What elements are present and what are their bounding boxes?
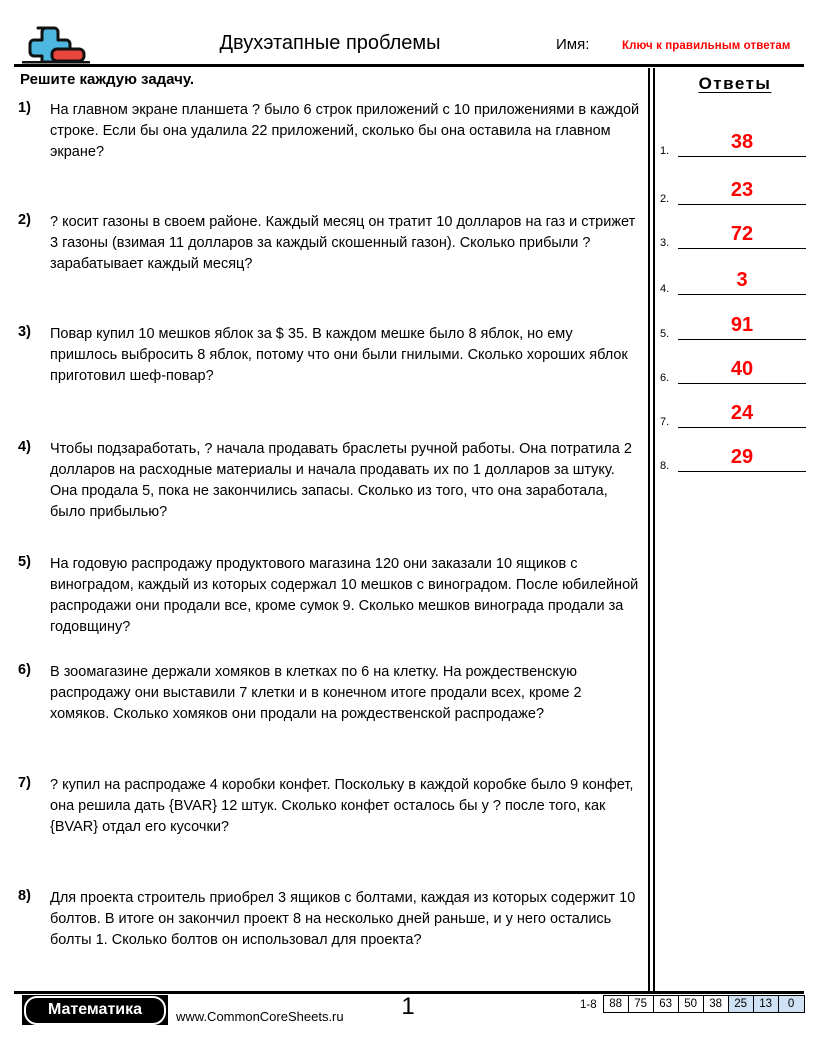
answer-value: 29 [730,446,754,468]
problem-text: Чтобы подзаработать, ? начала продавать браслеты ручной работы. Она потратила 2 долларов на расходные материалы и начала продавать их по 1 долларов за штуку. Она продала 5, пока не закончились запасы. Сколько из того, что она заработала, было прибылью? [50,441,632,520]
problem-item [18,775,643,888]
answer-key-badge: Ключ к правильным ответам [622,40,791,52]
answer-row [660,428,810,472]
site-url: www.CommonCoreSheets.ru [176,1009,344,1024]
score-cell: 25 [729,996,754,1012]
plus-minus-logo-icon [18,24,94,66]
divider-line-left [648,68,650,993]
score-cell: 50 [679,996,704,1012]
answer-row [660,113,810,157]
score-cell: 75 [629,996,654,1012]
problem-number: 5) [18,554,31,570]
answer-index: 8. [660,460,670,472]
answer-value: 91 [730,314,754,336]
answer-index: 4. [660,283,670,295]
page-footer [0,993,816,1041]
answer-index: 7. [660,416,670,428]
answer-index: 5. [660,328,670,340]
problem-number: 1) [18,100,31,116]
answer-value: 3 [736,269,748,291]
page-header [0,0,816,68]
answer-index: 6. [660,372,670,384]
answer-value: 38 [730,131,754,153]
answer-row [660,296,810,340]
header-divider [14,64,804,67]
score-cell: 63 [654,996,679,1012]
score-cells [603,995,805,1013]
score-range-label: 1-8 [580,999,597,1011]
problem-number: 2) [18,212,31,228]
answer-row [660,340,810,384]
answer-row [660,205,810,249]
answer-row [660,251,810,295]
problem-text: ? косит газоны в своем районе. Каждый месяц он тратит 10 долларов на газ и стрижет 3 газоны (взимая 11 долларов за каждый скошенный газон). Сколько прибыли ? зарабатывает каждый месяц? [50,214,636,272]
page-title: Двухэтапные проблемы [219,32,441,54]
answers-heading: Ответы [698,74,772,93]
answer-index: 2. [660,193,670,205]
answer-line[interactable] [678,248,806,250]
problem-text: На главном экране планшета ? было 6 строк приложений с 10 приложениями в каждой строке. Если бы она удалила 22 приложений, сколько бы она оставила на главном экране? [50,102,640,160]
instruction-text: Решите каждую задачу. [20,71,195,88]
score-cell: 13 [754,996,779,1012]
problem-text: В зоомагазине держали хомяков в клетках по 6 на клетку. На рождественскую распродажу они выставили 7 клетки и в конечном итоге продали всех, кроме 2 хомяков. Сколько хомяков они продали на рождественской распродаже? [50,664,582,722]
score-cell: 88 [604,996,629,1012]
answer-value: 72 [730,223,754,245]
answer-value: 23 [730,179,754,201]
answer-line[interactable] [678,471,806,473]
problem-number: 7) [18,775,31,791]
problem-text: ? купил на распродаже 4 коробки конфет. Поскольку в каждой коробке было 9 конфет, она решила дать {BVAR} 12 штук. Сколько конфет осталось бы у ? после того, как {BVAR} отдал его кусочки? [50,777,634,835]
answer-index: 1. [660,145,670,157]
problem-item [18,100,643,212]
problem-item [18,439,643,554]
name-label: Имя: [556,36,590,53]
problem-item [18,662,643,775]
problem-number: 3) [18,324,31,340]
problem-item [18,888,643,978]
problems-list [18,100,643,978]
score-cell: 38 [704,996,729,1012]
problem-item [18,324,643,439]
answer-row [660,384,810,428]
score-cell: 0 [779,996,804,1012]
score-scale [580,995,805,1015]
answer-line[interactable] [678,156,806,158]
divider-line-right [653,68,655,993]
answer-row [660,161,810,205]
problem-number: 8) [18,888,31,904]
problem-number: 4) [18,439,31,455]
column-divider [648,68,656,993]
problem-item [18,212,643,324]
answer-index: 3. [660,237,670,249]
math-brand-label: Математика [24,996,166,1025]
problem-item [18,554,643,662]
problem-text: Для проекта строитель приобрел 3 ящиков с болтами, каждая из которых содержит 10 болтов. В итоге он закончил проект 8 на несколько дней раньше, и у него остались болты 1. Сколько болтов он использовал для проекта? [50,890,636,948]
answer-value: 40 [730,358,754,380]
page-number: 1 [401,993,415,1020]
problem-text: Повар купил 10 мешков яблок за $ 35. В каждом мешке было 8 яблок, но ему пришлось выбросить 8 яблок, потому что они были гнилыми. Сколько хороших яблок приготовил шеф-повар? [50,326,628,384]
problem-text: На годовую распродажу продуктового магазина 120 они заказали 10 ящиков с виноградом, каждый из которых содержал 10 мешков с виноградом. После юбилейной распродажи они продали все, кроме сумок 9. Сколько мешков винограда продали за годовщину? [50,556,639,635]
answer-line[interactable] [678,294,806,296]
answer-value: 24 [730,402,754,424]
problem-number: 6) [18,662,31,678]
